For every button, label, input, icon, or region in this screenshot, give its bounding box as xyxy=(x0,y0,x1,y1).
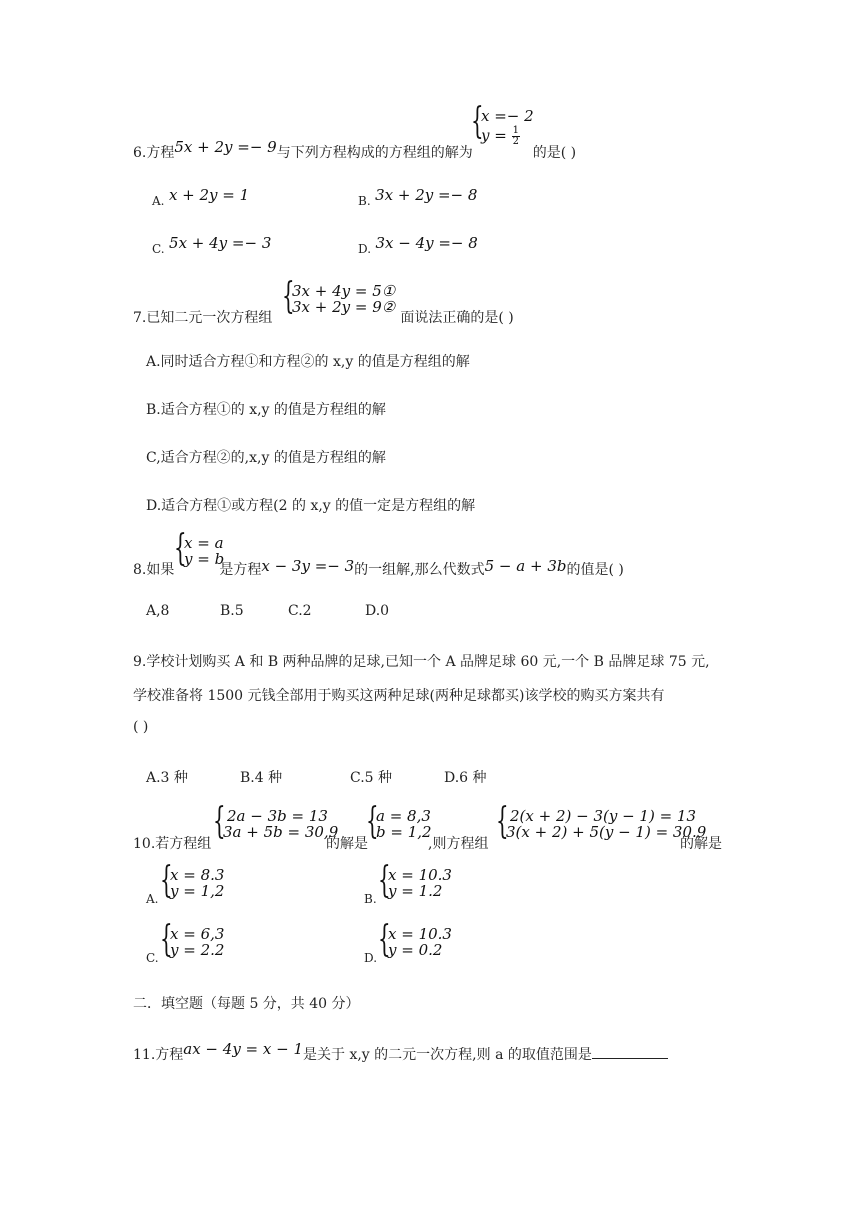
brace-icon: { xyxy=(213,801,226,842)
q9-line1: 9.学校计划购买 A 和 B 两种品牌的足球,已知一个 A 品牌足球 60 元,一个 B 品牌足球 75 元, xyxy=(133,654,710,670)
answer-blank[interactable] xyxy=(592,1044,668,1059)
q9-option-a[interactable]: A.3 种 xyxy=(146,770,188,786)
q7-option-b[interactable]: B.适合方程①的 x,y 的值是方程组的解 xyxy=(146,402,386,418)
q7-option-a[interactable]: A.同时适合方程①和方程②的 x,y 的值是方程组的解 xyxy=(146,354,470,370)
brace-icon: { xyxy=(174,528,187,569)
fraction: $\frac{1}{2}$ xyxy=(512,125,519,147)
q6-option-b[interactable]: B. 3x + 2y =− 8 xyxy=(358,186,478,208)
section-heading: 二．填空题（每题 5 分，共 40 分） xyxy=(133,996,360,1012)
q9-option-c[interactable]: C.5 种 xyxy=(350,770,393,786)
q11-stem: 11.方程ax − 4y = x − 1是关于 x,y 的二元一次方程,则 a 的取值范围是 xyxy=(133,1044,668,1064)
brace-icon: { xyxy=(282,276,295,317)
q6-option-a[interactable]: A. x + 2y = 1 xyxy=(152,186,250,208)
q9-line2: 学校准备将 1500 元钱全部用于购买这两种足球(两种足球都买)该学校的购买方案共有 xyxy=(133,688,665,704)
q8-option-a[interactable]: A,8 xyxy=(146,603,170,619)
q8-stem: 8.如果 是方程x − 3y =− 3的一组解,那么代数式5 − a + 3b的值是( ) xyxy=(133,557,624,578)
q9-option-d[interactable]: D.6 种 xyxy=(444,770,487,786)
q7-stem: 7.已知二元一次方程组 面说法正确的是( ) xyxy=(133,310,514,326)
q9-option-b[interactable]: B.4 种 xyxy=(240,770,283,786)
q9-line3: ( ) xyxy=(133,719,149,735)
brace-icon: { xyxy=(378,919,391,960)
q6-option-c[interactable]: C. 5x + 4y =− 3 xyxy=(152,234,272,256)
q6-equation: 5x + 2y =− 9 xyxy=(174,138,277,156)
q7-option-d[interactable]: D.适合方程①或方程(2 的 x,y 的值一定是方程组的解 xyxy=(146,498,476,514)
brace-icon: { xyxy=(160,919,173,960)
q8-option-c[interactable]: C.2 xyxy=(288,603,312,619)
brace-icon: { xyxy=(160,860,173,901)
q8-option-d[interactable]: D.0 xyxy=(365,603,390,619)
brace-icon: { xyxy=(378,860,391,901)
brace-icon: { xyxy=(471,101,484,142)
q6-stem: 6.方程5x + 2y =− 9与下列方程构成的方程组的解为 的是( ) xyxy=(133,138,577,161)
q10-stem: 10.若方程组 xyxy=(133,836,212,852)
q8-option-b[interactable]: B.5 xyxy=(220,603,244,619)
brace-icon: { xyxy=(496,801,509,842)
q6-option-d[interactable]: D. 3x − 4y =− 8 xyxy=(358,234,478,256)
q7-option-c[interactable]: C,适合方程②的,x,y 的值是方程组的解 xyxy=(146,450,386,466)
brace-icon: { xyxy=(366,801,379,842)
